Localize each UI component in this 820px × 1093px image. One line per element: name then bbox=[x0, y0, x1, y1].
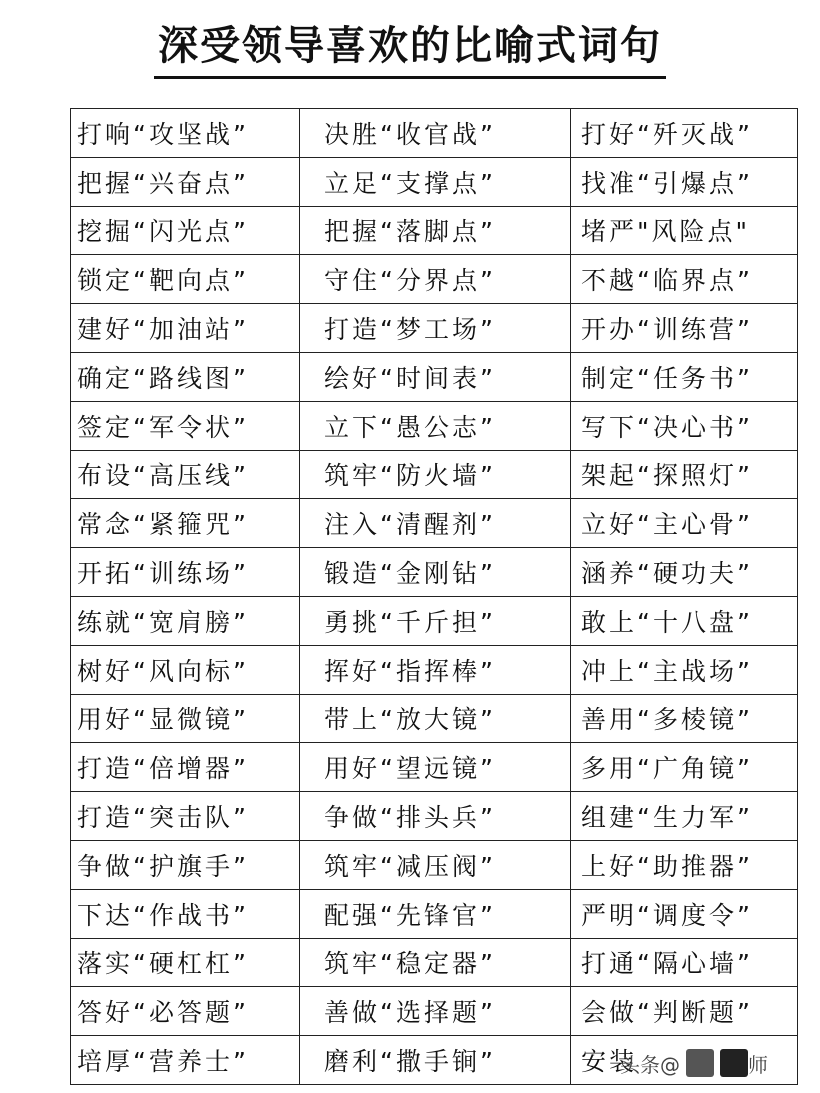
table-cell: 打造“梦工场” bbox=[300, 304, 571, 353]
table-row bbox=[71, 304, 798, 353]
table-cell: 培厚“营养士” bbox=[71, 1036, 300, 1085]
table-cell: 开拓“训练场” bbox=[71, 548, 300, 597]
table-cell: 写下“决心书” bbox=[571, 401, 798, 450]
table-row bbox=[71, 206, 798, 255]
table-row bbox=[71, 157, 798, 206]
table-cell: 锻造“金刚钻” bbox=[300, 548, 571, 597]
table-cell: 勇挑“千斤担” bbox=[300, 596, 571, 645]
table-row bbox=[71, 352, 798, 401]
table-row bbox=[71, 840, 798, 889]
table-cell: 打响“攻坚战” bbox=[71, 109, 300, 158]
table-cell: 确定“路线图” bbox=[71, 352, 300, 401]
table-cell: 带上“放大镜” bbox=[300, 694, 571, 743]
table-row bbox=[71, 401, 798, 450]
table-cell: 常念“紧箍咒” bbox=[71, 499, 300, 548]
table-row bbox=[71, 694, 798, 743]
table-cell: 争做“排头兵” bbox=[300, 792, 571, 841]
phrase-table bbox=[70, 108, 798, 1085]
table-cell: 筑牢“防火墙” bbox=[300, 450, 571, 499]
table-row bbox=[71, 938, 798, 987]
table-cell: 堵严"风险点" bbox=[571, 206, 798, 255]
table-cell: 用好“望远镜” bbox=[300, 743, 571, 792]
table-cell: 守住“分界点” bbox=[300, 255, 571, 304]
table-cell: 善用“多棱镜” bbox=[571, 694, 798, 743]
table-row bbox=[71, 889, 798, 938]
table-cell: 争做“护旗手” bbox=[71, 840, 300, 889]
table-cell: 筑牢“稳定器” bbox=[300, 938, 571, 987]
table-cell: 答好“必答题” bbox=[71, 987, 300, 1036]
table-row bbox=[71, 743, 798, 792]
table-cell: 把握“落脚点” bbox=[300, 206, 571, 255]
table-cell: 落实“硬杠杠” bbox=[71, 938, 300, 987]
table-cell: 善做“选择题” bbox=[300, 987, 571, 1036]
table-cell: 敢上“十八盘” bbox=[571, 596, 798, 645]
table-row bbox=[71, 792, 798, 841]
table-cell: 把握“兴奋点” bbox=[71, 157, 300, 206]
watermark-redaction-block bbox=[720, 1049, 748, 1077]
watermark-redaction-block bbox=[686, 1049, 714, 1077]
table-cell: 架起“探照灯” bbox=[571, 450, 798, 499]
table-cell: 挥好“指挥棒” bbox=[300, 645, 571, 694]
table-cell: 不越“临界点” bbox=[571, 255, 798, 304]
table-cell: 立好“主心骨” bbox=[571, 499, 798, 548]
table-cell: 打造“倍增器” bbox=[71, 743, 300, 792]
table-cell: 锁定“靶向点” bbox=[71, 255, 300, 304]
table-cell: 磨利“撒手锏” bbox=[300, 1036, 571, 1085]
watermark-text: 头条@ bbox=[620, 1052, 680, 1077]
table-cell: 筑牢“减压阀” bbox=[300, 840, 571, 889]
table-cell: 下达“作战书” bbox=[71, 889, 300, 938]
table-row bbox=[71, 548, 798, 597]
table-cell: 涵养“硬功夫” bbox=[571, 548, 798, 597]
table-cell: 签定“军令状” bbox=[71, 401, 300, 450]
table-row bbox=[71, 499, 798, 548]
table-cell: 树好“风向标” bbox=[71, 645, 300, 694]
table-row bbox=[71, 450, 798, 499]
table-cell: 打好“歼灭战” bbox=[571, 109, 798, 158]
table-cell: 组建“生力军” bbox=[571, 792, 798, 841]
table-row bbox=[71, 645, 798, 694]
table-cell: 用好“显微镜” bbox=[71, 694, 300, 743]
table-cell: 挖掘“闪光点” bbox=[71, 206, 300, 255]
table-cell: 注入“清醒剂” bbox=[300, 499, 571, 548]
page-title-text: 深受领导喜欢的比喻式词句 bbox=[154, 18, 666, 79]
table-cell: 找准“引爆点” bbox=[571, 157, 798, 206]
table-cell: 决胜“收官战” bbox=[300, 109, 571, 158]
table-cell: 开办“训练营” bbox=[571, 304, 798, 353]
table-row bbox=[71, 987, 798, 1036]
table-cell: 建好“加油站” bbox=[71, 304, 300, 353]
table-cell: 立下“愚公志” bbox=[300, 401, 571, 450]
table-cell: 多用“广角镜” bbox=[571, 743, 798, 792]
table-row bbox=[71, 596, 798, 645]
page-title bbox=[0, 18, 820, 79]
table-cell: 上好“助推器” bbox=[571, 840, 798, 889]
table-cell: 会做“判断题” bbox=[571, 987, 798, 1036]
table-cell: 立足“支撑点” bbox=[300, 157, 571, 206]
watermark bbox=[620, 1043, 800, 1083]
table-cell: 严明“调度令” bbox=[571, 889, 798, 938]
table-cell: 配强“先锋官” bbox=[300, 889, 571, 938]
table-cell: 绘好“时间表” bbox=[300, 352, 571, 401]
watermark-suffix: 师 bbox=[748, 1052, 768, 1077]
table-cell: 练就“宽肩膀” bbox=[71, 596, 300, 645]
table-cell: 打通“隔心墙” bbox=[571, 938, 798, 987]
table-cell: 制定“任务书” bbox=[571, 352, 798, 401]
table-cell: 布设“高压线” bbox=[71, 450, 300, 499]
table-row bbox=[71, 109, 798, 158]
table-cell: 打造“突击队” bbox=[71, 792, 300, 841]
table-row bbox=[71, 255, 798, 304]
table-cell: 冲上“主战场” bbox=[571, 645, 798, 694]
table-cell: 安装 bbox=[571, 1036, 798, 1085]
